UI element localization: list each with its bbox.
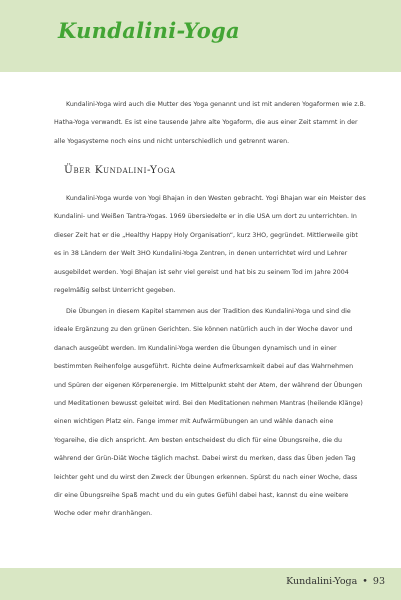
page-footer xyxy=(286,576,385,587)
body-block-2 xyxy=(54,303,366,524)
body-block-1 xyxy=(54,190,366,300)
chapter-title: Kundalini-Yoga xyxy=(58,18,240,43)
body-paragraph-1: Kundalini-Yoga wurde von Yogi Bhajan in den Westen gebracht. Yogi Bhajan war ein Meister des Kundalini- und Weißen Tantra-Yogas. 1969 übersiedelte er in die USA um dort zu unterrichten. In dieser Zeit hat er die „Healthy Happy Holy Organisation“, kurz 3HO, gegründet. Mittlerweile gibt es in 38 Ländern der Welt 3HO Kundalini-Yoga Zentren, in denen unterrichtet wird und Lehrer ausgebildet werden. Yogi Bhajan ist sehr viel gereist und hat bis zu seinem Tod im Jahre 2004 regelmäßig selbst Unterricht gegeben. xyxy=(54,195,366,295)
footer-separator: • xyxy=(362,576,368,587)
section-heading: Über Kundalini-Yoga xyxy=(64,164,176,176)
intro-paragraph: Kundalini-Yoga wird auch die Mutter des Yoga genannt und ist mit anderen Yogaformen wie z.B. Hatha-Yoga verwandt. Es ist eine tausende Jahre alte Yogaform, die aus einer Zeit stammt in der alle Yogasysteme noch eins und nicht unterschiedlich und getrennt waren. xyxy=(54,101,366,145)
page-number: 93 xyxy=(372,576,385,587)
running-title: Kundalini-Yoga xyxy=(286,576,358,587)
body-paragraph-2: Die Übungen in diesem Kapitel stammen aus der Tradition des Kundalini-Yoga und sind die ideale Ergänzung zu den grünen Gerichten. Sie können natürlich auch in der Woche davor und danach ausgeübt werden. Im Kundalini-Yoga werden die Übungen dynamisch und in einer bestimmten Reihenfolge ausgeführt. Richte deine Aufmerksamkeit dabei auf das Wahrnehmen und Spüren der eigenen Körperenergie. Im Mittelpunkt steht der Atem, der während der Übungen und Meditationen bewusst geleitet wird. Bei den Meditationen nehmen Mantras (heilende Klänge) einen wichtigen Platz ein. Fange immer mit Aufwärmübungen an und wähle danach eine Yogareihe, die dich anspricht. Am besten entscheidest du dich für eine Übungsreihe, die du während der Grün-Diät Woche täglich machst. Dabei wirst du merken, dass das Üben jeden Tag leichter geht und du wirst den Zweck der Übungen erkennen. Spürst du nach einer Woche, dass dir eine Übungsreihe Spaß macht und du ein gutes Gefühl dabei hast, kannst du eine weitere Woche oder mehr dranhängen. xyxy=(54,308,363,518)
intro-block xyxy=(54,96,366,151)
